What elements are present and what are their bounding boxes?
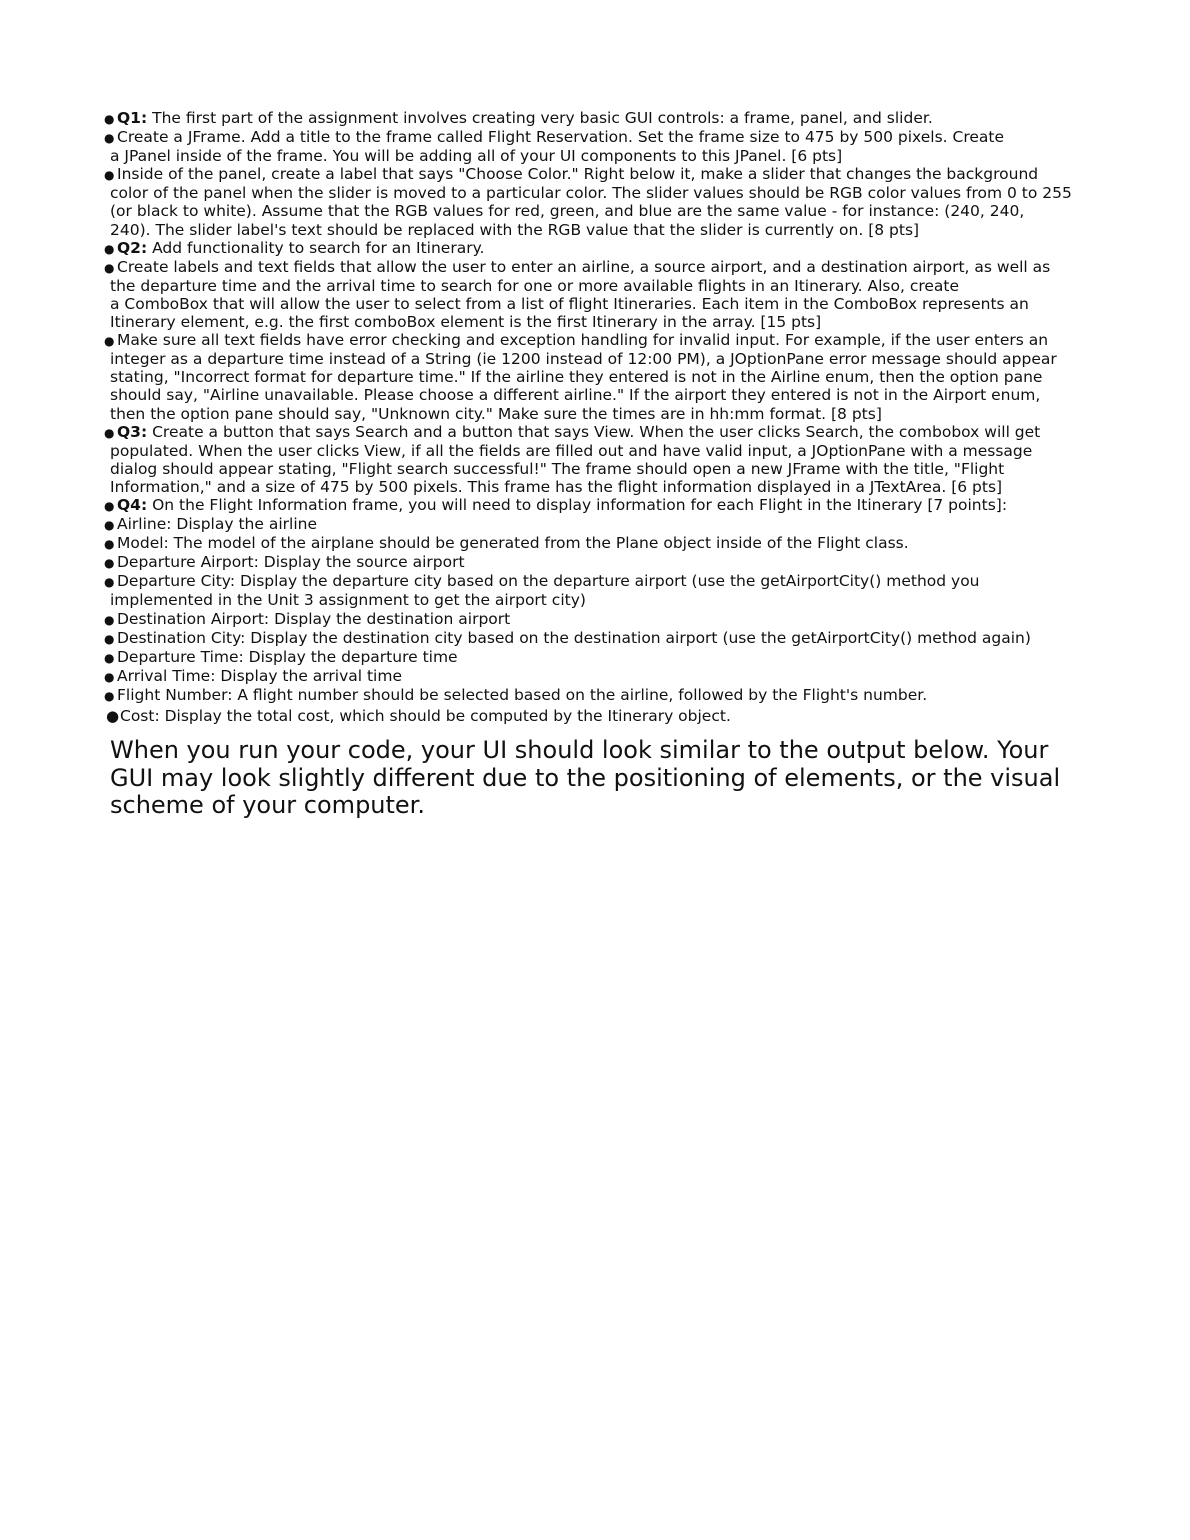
q1b-line-1 <box>104 165 1085 184</box>
list-item-departure-city <box>104 572 1085 591</box>
footer-paragraph: When you run your code, your UI should look similar to the output below. Your GUI may look slightly different due to the positioning of elements, or the visual scheme of your computer. <box>110 736 1061 820</box>
item-text: Destination City: Display the destination city based on the destination airport (use the getAirportCity() method again) <box>117 628 1031 647</box>
bullet-icon: ● <box>104 688 115 703</box>
q2b-line-3: stating, "Incorrect format for departure time." If the airline they entered is not in the Airline enum, then the option pane <box>110 368 1043 387</box>
q3-line-3: dialog should appear stating, "Flight search successful!" The frame should open a new JFrame with the title, "Flight <box>110 459 1005 478</box>
item-text: Model: The model of the airplane should be generated from the Plane object inside of the Flight class. <box>117 534 909 553</box>
bullet-icon: ● <box>104 650 115 665</box>
q2-text: Add functionality to search for an Itinerary. <box>147 238 485 257</box>
assignment-document <box>104 109 1085 844</box>
q2b-text-1: Make sure all text fields have error checking and exception handling for invalid input. For example, if the user enters an <box>117 331 1049 350</box>
item-text: Departure Time: Display the departure time <box>117 647 458 666</box>
q1b-text-1: Inside of the panel, create a label that says "Choose Color." Right below it, make a slider that changes the background <box>117 165 1039 184</box>
q2a-text-1: Create labels and text fields that allow the user to enter an airline, a source airport, and a destination airport, as well as <box>117 257 1051 276</box>
bullet-icon: ● <box>104 537 115 552</box>
bullet-icon: ● <box>104 112 115 126</box>
q2b-line-5: then the option pane should say, "Unknown city." Make sure the times are in hh:mm format. [8 pts] <box>110 404 882 423</box>
list-item-departure-time <box>104 647 1085 667</box>
bullet-icon: ● <box>104 575 115 590</box>
list-item-flight-number <box>104 685 1085 705</box>
q2a-line-4: Itinerary element, e.g. the first comboBox element is the first Itinerary in the array. [15 pts] <box>110 313 822 332</box>
q2-heading <box>104 238 1085 258</box>
item-text: Destination Airport: Display the destination airport <box>117 609 511 628</box>
list-item-destination-city <box>104 628 1085 648</box>
bullet-icon: ● <box>104 612 115 627</box>
list-item-departure-airport <box>104 553 1085 572</box>
q1-label: Q1: <box>117 109 148 127</box>
item-text: Departure City: Display the departure city based on the departure airport (use the getAirportCity() method you <box>117 572 980 591</box>
q3-line-4: Information," and a size of 475 by 500 pixels. This frame has the flight information displayed in a JTextArea. [6 pts] <box>110 477 1003 496</box>
q1b-line-3: (or black to white). Assume that the RGB values for red, green, and blue are the same value - for instance: (240, 240, <box>110 202 1025 221</box>
list-item-airline <box>104 515 1085 534</box>
bullet-icon: ● <box>104 168 115 183</box>
q1a-text-1: Create a JFrame. Add a title to the frame called Flight Reservation. Set the frame size to 475 by 500 pixels. Create <box>117 128 1005 147</box>
bullet-icon: ● <box>104 631 115 646</box>
bullet-icon: ● <box>104 425 115 440</box>
bullet-icon: ● <box>104 498 115 513</box>
bullet-icon: ● <box>104 334 115 349</box>
item-text: Airline: Display the airline <box>117 515 317 534</box>
q2a-line-1 <box>104 257 1085 277</box>
bullet-icon: ● <box>104 518 115 533</box>
list-item-cost <box>106 707 1085 725</box>
q4-text: On the Flight Information frame, you will need to display information for each Flight in the Itinerary [7 points]: <box>147 495 1008 514</box>
q3-text-1: Create a button that says Search and a button that says View. When the user clicks Search, the combobox will get <box>147 422 1041 441</box>
q4-heading <box>104 495 1085 515</box>
q3-line-2: populated. When the user clicks View, if all the fields are filled out and have valid input, a JOptionPane with a message <box>110 441 1033 460</box>
q1b-line-2: color of the panel when the slider is moved to a particular color. The slider values should be RGB color values from 0 to 255 <box>110 184 1072 203</box>
q4-label: Q4: <box>117 495 148 514</box>
q1a-line-1 <box>104 128 1085 147</box>
q2b-line-1 <box>104 331 1085 350</box>
q2b-line-4: should say, "Airline unavailable. Please choose a different airline." If the airport they entered is not in the Airport enum, <box>110 386 1041 405</box>
list-item-destination-airport <box>104 609 1085 629</box>
bullet-icon: ● <box>104 669 115 684</box>
list-item-departure-city-cont: implemented in the Unit 3 assignment to get the airport city) <box>110 591 586 610</box>
q3-label: Q3: <box>117 422 148 441</box>
q1-text: The first part of the assignment involves creating very basic GUI controls: a frame, panel, and slider. <box>147 109 933 127</box>
q2a-line-2: the departure time and the arrival time to search for one or more available flights in an Itinerary. Also, create <box>110 276 960 295</box>
bullet-icon: ● <box>104 260 115 275</box>
q1b-line-4: 240). The slider label's text should be replaced with the RGB value that the slider is currently on. [8 pts] <box>110 220 920 239</box>
q2b-line-2: integer as a departure time instead of a String (ie 1200 instead of 12:00 PM), a JOptionPane error message should appear <box>110 350 1057 369</box>
q1a-line-2: a JPanel inside of the frame. You will be adding all of your UI components to this JPanel. [6 pts] <box>110 147 843 166</box>
item-text: Cost: Display the total cost, which should be computed by the Itinerary object. <box>120 707 731 725</box>
item-text: Flight Number: A flight number should be selected based on the airline, followed by the Flight's number. <box>117 685 928 704</box>
q2a-line-3: a ComboBox that will allow the user to select from a list of flight Itineraries. Each item in the ComboBox represents an <box>110 294 1029 313</box>
bullet-icon: ● <box>106 707 120 725</box>
bullet-icon: ● <box>104 131 115 146</box>
item-text: Departure Airport: Display the source airport <box>117 553 465 572</box>
list-item-model <box>104 534 1085 553</box>
q2-label: Q2: <box>117 238 148 257</box>
q1-heading <box>104 109 1085 128</box>
q3-heading <box>104 422 1085 442</box>
bullet-icon: ● <box>104 556 115 571</box>
list-item-arrival-time <box>104 666 1085 686</box>
bullet-icon: ● <box>104 241 115 256</box>
item-text: Arrival Time: Display the arrival time <box>117 666 402 685</box>
